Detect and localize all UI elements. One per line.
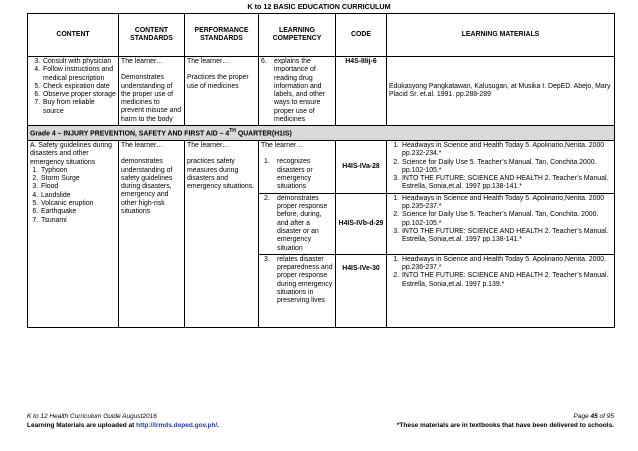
row2-content [28,140,119,327]
row2-standards-text: demonstrates understanding of safety guidelines during disasters, emergency and other high-risk situations [121,158,173,216]
list-item: 1. Headways in Science and Health Today 5. Apolinario,Nenita. 2000. pp.236-237.* [401,256,612,273]
code-3: H4IS-IVe-30 [336,254,387,327]
list-item: 3. Flood [40,183,116,191]
row2-content-main: A. Safety guidelines during disasters and other emergency situations [30,141,112,166]
row2-performance-standards [185,140,259,327]
footer-uploaded-prefix: Learning Materials are uploaded at [27,422,137,429]
footer-uploaded-suffix: . [217,422,220,429]
row1-competency [259,57,336,126]
list-item: 6. Earthquake [40,208,116,216]
grade-heading-sup: TH [229,128,236,135]
row1-performance-standards [185,57,259,126]
footer-materials-line [27,422,614,429]
list-item: 2. Storm Surge [40,175,116,183]
list-item: 1. Headways in Science and Health Today 5. Apolinario,Nenita. 2000 pp.235-237.* [401,195,612,212]
row1-competency-number: 6. [261,58,267,65]
row2-performance-lead: The learner… [187,141,230,149]
footer-note: *These materials are in textbooks that have been delivered to schools. [396,422,614,429]
row2-competency-1 [259,140,336,193]
list-item: 4. Follow instructions and medical prescription [42,66,116,83]
competency-number: 2. [264,194,270,202]
header-content: CONTENT [28,14,119,57]
materials-list-2 [389,195,612,245]
table-row [28,140,615,193]
page-title: K to 12 BASIC EDUCATION CURRICULUM [247,2,391,11]
row1-standards-text: Demonstrates understanding of the proper use of medicines to prevent misuse and harm to the body [121,74,182,123]
list-item: 2. INTO THE FUTURE: SCIENCE AND HEALTH 2. Teacher’s Manual. Estrella, Sonia,et.al. 1997 p.139.* [401,272,612,289]
competency-number: 3. [264,255,270,263]
grade-heading [28,126,615,141]
row1-content-list [30,58,116,116]
grade-heading-prefix: Grade 4 – INJURY PREVENTION, SAFETY AND FIRST AID – 4 [30,130,230,138]
table-row [28,57,615,126]
row2-competency-3 [259,254,336,327]
list-item: 1. Typhoon [40,167,116,175]
row2-content-list [30,167,116,225]
footer-page-prefix: Page [573,413,591,420]
materials-list-1 [389,142,612,192]
footer-page-current: 45 [590,413,598,420]
materials-1 [387,140,615,193]
row1-performance-text: Practices the proper use of medicines [187,74,249,90]
list-item: 3. INTO THE FUTURE: SCIENCE AND HEALTH 2. Teacher’s Manual. Estrella, Sonia,et.al. 1997 pp.138-141.* [401,175,612,192]
row2-competency-lead: The learner… [261,141,304,149]
header-content-standards: CONTENT STANDARDS [119,14,185,57]
footer-page [574,413,615,420]
code-2: H4IS-IVb-d-29 [336,193,387,254]
list-item: 3. Consult with physician [42,58,116,66]
grade-heading-row [28,126,615,141]
row2-standards-lead: The learner… [121,141,164,149]
list-item: 6. Observe proper storage [42,91,116,99]
competency-text: relates disaster preparedness and proper response during emergency situations in preserving lives [277,255,333,305]
list-item: 5. Volcanic eruption [40,200,116,208]
list-item: 2. Science for Daily Use 5. Teacher’s Manual. Tan, Conchita. 2000. pp.102-105.* [401,211,612,228]
row1-materials: Edukasyong Pangkatawan, Kalusugan, at Musika I. DepED. Abejo, Mary Placid Sr. et.al. 1991. pp.288-289 [387,57,615,126]
materials-2 [387,193,615,254]
grade-heading-suffix: QUARTER(H1IS) [235,130,292,138]
footer-page-suffix: of 95 [597,413,614,420]
competency-number: 1. [264,158,270,166]
row1-code: H4S-IIIij-6 [336,57,387,126]
header-learning-materials: LEARNING MATERIALS [387,14,615,57]
row2-competency-2 [259,193,336,254]
competency-text: demonstrates proper response before, during, and after a disaster or an emergency situation [277,194,328,252]
footer-lrmds-link[interactable]: http://lrmds.deped.gov.ph/ [136,422,218,429]
row1-standards-lead: The learner… [121,58,164,65]
list-item: 7. Tsunami [40,217,116,225]
footer-guide: K to 12 Health Curriculum Guide August2016 [27,413,157,420]
row2-content-standards [119,140,185,327]
list-item: 4. Landslide [40,192,116,200]
row1-content-standards [119,57,185,126]
row1-performance-lead: The learner… [187,58,230,65]
list-item: 1. Headways in Science and Health Today 5. Apolinario,Nenita. 2000 pp.232-234.* [401,142,612,159]
curriculum-table [27,13,615,328]
materials-3 [387,254,615,327]
row1-competency-text: explains the importance of reading drug information and labels, and other ways to ensure proper use of medicines [274,58,325,124]
footer-guide-line [27,413,614,420]
list-item: 2. Science for Daily Use 5. Teacher’s Manual. Tan, Conchita.2000. pp.102-105.* [401,159,612,176]
code-1: H4IS-IVa-28 [336,140,387,193]
list-item: 3. INTO THE FUTURE: SCIENCE AND HEALTH 2. Teacher’s Manual. Estrella, Sonia,et.al. 1997 pp.138-141.* [401,228,612,245]
header-learning-competency: LEARNING COMPETENCY [259,14,336,57]
list-item: 7. Buy from reliable source [42,99,116,116]
row2-performance-text: practices safety measures during disasters and emergency situations. [187,158,255,191]
row1-content [28,57,119,126]
materials-list-3 [389,256,612,289]
header-row [28,14,615,57]
header-performance-standards: PERFORMANCE STANDARDS [185,14,259,57]
list-item: 5. Check expiration date [42,83,116,91]
competency-text: recognizes disasters or emergency situations [277,158,313,191]
header-code: CODE [336,14,387,57]
